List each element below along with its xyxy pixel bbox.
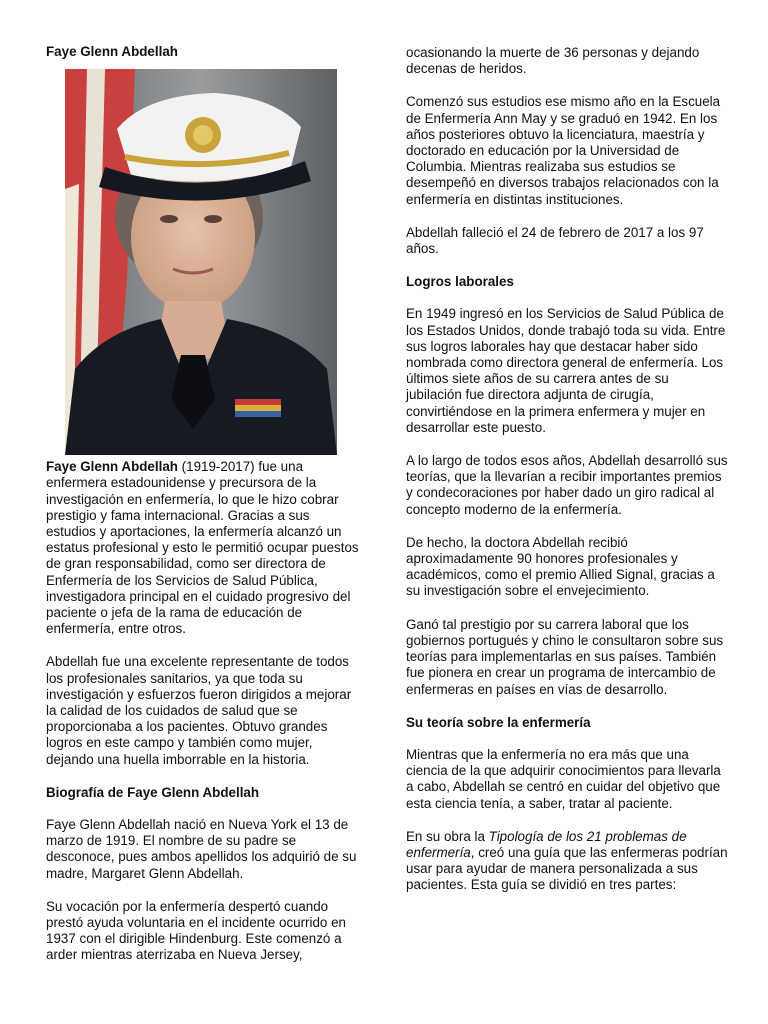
paragraph: ocasionando la muerte de 36 personas y dejando decenas de heridos. xyxy=(406,45,700,77)
paragraph: Abdellah fue una excelente representante de todos los profesionales sanitarios, ya que toda su investigación y esfuerzos fueron dirigidos a mejorar la calidad de los cuidados de salud que se proporcionaba a los pacientes. Obtuvo grandes logros en este campo y también como mujer, dejando una huella imborrable en la historia. xyxy=(46,654,352,767)
paragraph: De hecho, la doctora Abdellah recibió aproximadamente 90 honores profesionales y académicos, como el premio Allied Signal, gracias a su investigación sobre el envejecimiento. xyxy=(406,534,715,599)
intro-name: Faye Glenn Abdellah xyxy=(46,459,178,475)
paragraph: Mientras que la enfermería no era más que una ciencia de la que adquirir conocimientos para llevarla a cabo, Abdellah se centró en cuidar del objetivo que esta ciencia tenía, a saber, tratar al paciente. xyxy=(406,746,721,811)
paragraph: Abdellah falleció el 24 de febrero de 2017 a los 97 años. xyxy=(406,224,704,257)
paragraph: Su vocación por la enfermería despertó cuando prestó ayuda voluntaria en el incidente ocurrido en 1937 con el dirigible Hindenburg. Este comenzó a arder mientras aterrizaba en Nueva Jersey, xyxy=(46,898,346,963)
section-heading-logros: Logros laborales xyxy=(406,274,514,290)
intro-paragraph xyxy=(46,459,360,637)
paragraph: Faye Glenn Abdellah nació en Nueva York el 13 de marzo de 1919. El nombre de su padre se desconoce, pues ambos apellidos los adquirió de su madre, Margaret Glenn Abdellah. xyxy=(46,817,357,881)
text-run: En su obra la xyxy=(406,828,489,844)
paragraph: Comenzó sus estudios ese mismo año en la Escuela de Enfermería Ann May y se graduó en 1942. En los años posteriores obtuvo la licenciatura, maestría y doctorado en educación por la Universidad de Columbia. Mientras realizaba sus estudios se desempeñó en diversos trabajos relacionados con la enfermería en distintas instituciones. xyxy=(406,94,721,207)
document-title: Faye Glenn Abdellah xyxy=(46,44,178,59)
section-heading-teoria: Su teoría sobre la enfermería xyxy=(406,714,591,730)
paragraph: Ganó tal prestigio por su carrera laboral que los gobiernos portugués y chino le consultaron sobre sus teorías para implementarlas en sus países. También fue pionera en crear un programa de intercambio de enfermeras en países en vías de desarrollo. xyxy=(406,616,724,697)
text-run: , creó una guía que las enfermeras podrían usar para ayudar de manera personalizada a sus pacientes. Esta guía se dividió en tres partes: xyxy=(406,844,728,893)
paragraph xyxy=(406,829,728,894)
right-column xyxy=(406,45,728,894)
left-column xyxy=(46,44,360,964)
intro-text: (1919-2017) fue una enfermera estadounidense y precursora de la investigación en enfermería, lo que le hizo cobrar prestigio y fama internacional. Gracias a sus estudios y aportaciones, la enfermería alcanzó un estatus profesional y esto le permitió ocupar puestos de gran responsabilidad, como ser directora de Enfermería de los Servicios de Salud Pública, investigadora principal en el cuidado progresivo del paciente o jefa de la rama de educación de enfermería, entre otros. xyxy=(46,459,359,637)
portrait-image xyxy=(65,69,337,455)
paragraph: En 1949 ingresó en los Servicios de Salud Pública de los Estados Unidos, donde trabajó toda su vida. Entre sus logros laborales hay que destacar haber sido nombrada como directora general de enfermería. Los últimos siete años de su carrera antes de su jubilación fue directora adjunta de cirugía, convirtiéndose en la primera enfermera y mujer en desarrollar este puesto. xyxy=(406,306,726,435)
book-title: Tipología de los 21 problemas de enfermería xyxy=(406,828,687,860)
paragraph: A lo largo de todos esos años, Abdellah desarrolló sus teorías, que la llevarían a recibir importantes premios y condecoraciones por haber dado un giro radical al concepto moderno de la enfermería. xyxy=(406,453,728,517)
section-heading-biografia: Biografía de Faye Glenn Abdellah xyxy=(46,784,260,800)
